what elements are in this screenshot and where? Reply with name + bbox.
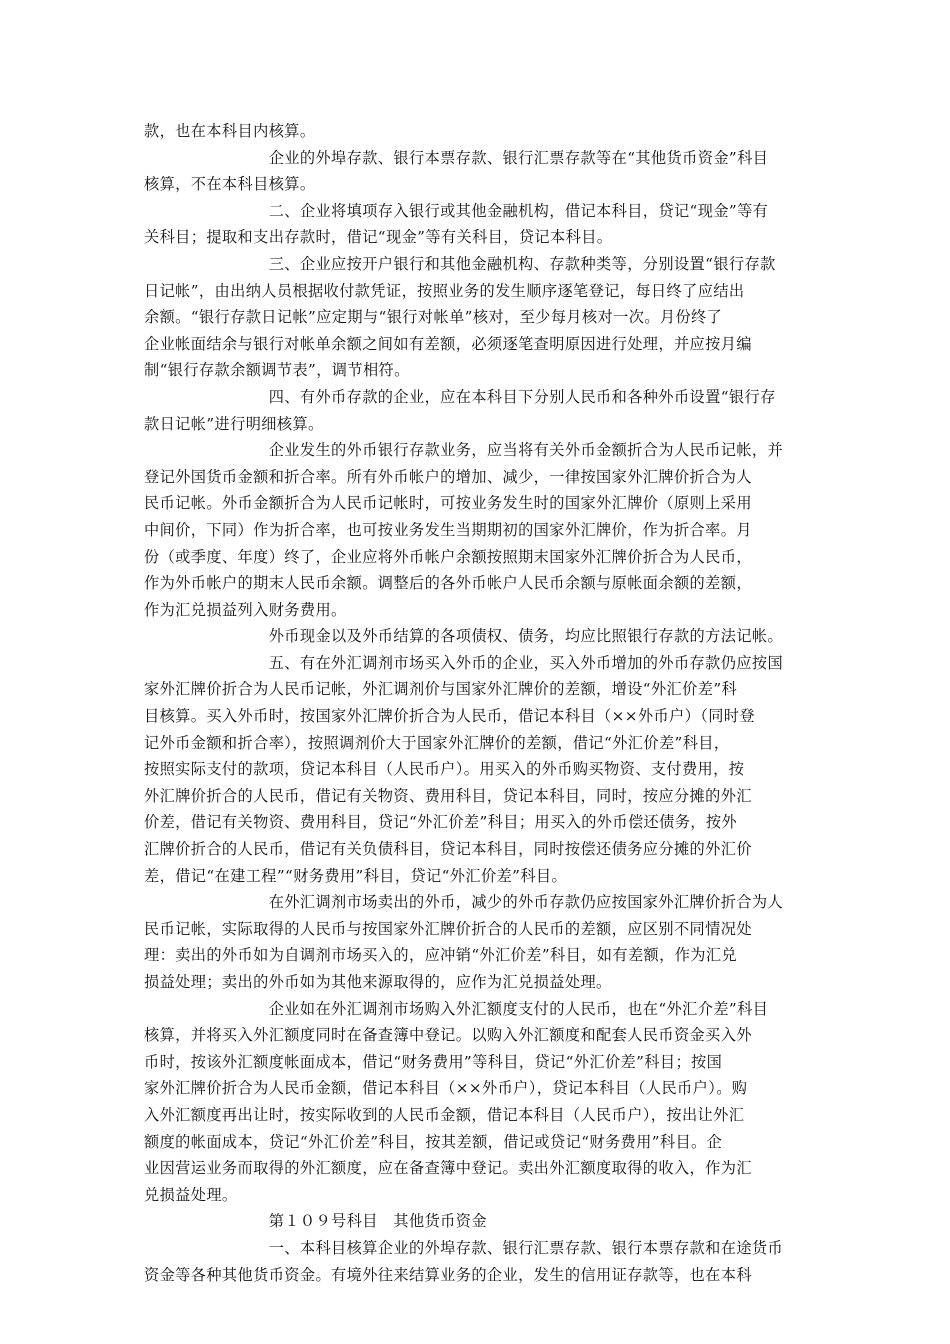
text-line: 资金等各种其他货币资金。有境外往来结算业务的企业，发生的信用证存款等，也在本科 [144,1265,752,1284]
text-line: 作为外币帐户的期末人民币余额。调整后的各外币帐户人民币余额与原帐面余额的差额， [144,574,752,593]
text-line: 民币记帐。外币金额折合为人民币记帐时，可按业务发生时的国家外汇牌价（原则上采用 [144,494,752,513]
text-line: 款日记帐”进行明细核算。 [144,414,324,433]
text-line: 家外汇牌价折合为人民币金额，借记本科目（××外币户），贷记本科目（人民币户）。购 [144,1079,748,1098]
text-line: 企业发生的外币银行存款业务，应当将有关外币金额折合为人民币记帐，并 [144,441,784,460]
text-line: 核算，不在本科目核算。 [144,175,316,194]
text-line: 目核算。买入外币时，按国家外汇牌价折合为人民币，借记本科目（××外币户）（同时登 [144,707,755,726]
text-line: 外汇牌价折合的人民币，借记有关物资、费用科目，贷记本科目，同时，按应分摊的外汇 [144,786,752,805]
text-line: 业因营运业务而取得的外汇额度，应在备查簿中登记。卖出外汇额度取得的收入，作为汇 [144,1159,752,1178]
text-line: 核算，并将买入外汇额度同时在备查簿中登记。以购入外汇额度和配套人民币资金买入外 [144,1026,752,1045]
text-line: 五、有在外汇调剂市场买入外币的企业，买入外币增加的外币存款仍应按国 [144,653,784,672]
text-line: 理：卖出的外币如为自调剂市场买入的，应冲销“外汇价差”科目，如有差额，作为汇兑 [144,946,738,965]
text-line: 币时，按该外汇额度帐面成本，借记“财务费用”等科目，贷记“外汇价差”科目；按国 [144,1052,723,1071]
text-line: 损益处理；卖出的外币如为其他来源取得的，应作为汇兑损益处理。 [144,973,612,991]
text-line: 额度的帐面成本，贷记“外汇价差”科目，按其差额，借记或贷记“财务费用”科目。企 [144,1132,723,1151]
text-line: 款，也在本科目内核算。 [144,122,316,140]
text-line: 企业如在外汇调剂市场购入外汇额度支付的人民币，也在“外汇介差”科目 [144,999,769,1018]
text-line: 一、本科目核算企业的外埠存款、银行汇票存款、银行本票存款和在途货币 [144,1238,784,1257]
text-line: 第１０９号科目 其他货币资金 [144,1212,487,1231]
text-line: 家外汇牌价折合为人民币记帐，外汇调剂价与国家外汇牌价的差额，增设“外汇价差”科 [144,680,738,699]
text-line: 民币记帐，实际取得的人民币与按国家外汇牌价折合的人民币的差额，应区别不同情况处 [144,919,752,938]
document-body [144,118,810,1288]
text-line: 按照实际支付的款项，贷记本科目（人民币户）。用买入的外币购买物资、支付费用，按 [144,760,745,779]
text-line: 记外币金额和折合率），按照调剂价大于国家外汇牌价的差额，借记“外汇价差”科目， [144,733,730,752]
text-line: 入外汇额度再出让时，按实际收到的人民币金额，借记本科目（人民币户），按出让外汇 [144,1105,745,1124]
text-line: 企业的外埠存款、银行本票存款、银行汇票存款等在“其他货币资金”科目 [144,148,769,167]
text-line: 企业帐面结余与银行对帐单余额之间如有差额，必须逐笔查明原因进行处理，并应按月编 [144,334,752,353]
text-line: 三、企业应按开户银行和其他金融机构、存款种类等，分别设置“银行存款 [144,254,776,273]
text-line: 四、有外币存款的企业，应在本科目下分别人民币和各种外币设置“银行存 [144,387,776,406]
text-line: 价差，借记有关物资、费用科目，贷记“外汇价差”科目；用买入的外币偿还债务，按外 [144,813,738,832]
text-line: 制“银行存款余额调节表”，调节相符。 [144,361,410,380]
text-line: 登记外国货币金额和折合率。所有外币帐户的增加、减少，一律按国家外汇牌价折合为人 [144,467,752,486]
text-line: 外币现金以及外币结算的各项债权、债务，均应比照银行存款的方法记帐。 [144,627,784,646]
text-line: 二、企业将填项存入银行或其他金融机构，借记本科目，贷记“现金”等有 [144,201,769,220]
text-line: 余额。“银行存款日记帐”应定期与“银行对帐单”核对，至少每月核对一次。月份终了 [144,308,723,327]
text-line: 份（或季度、年度）终了，企业应将外币帐户余额按照期末国家外汇牌价折合为人民币， [144,547,752,566]
text-line: 中间价，下同）作为折合率，也可按业务发生当期期初的国家外汇牌价，作为折合率。月 [144,520,752,539]
text-line: 日记帐”，由出纳人员根据收付款凭证，按照业务的发生顺序逐笔登记，每日终了应结出 [144,281,745,300]
text-line: 作为汇兑损益列入财务费用。 [144,600,347,619]
text-line: 差，借记“在建工程”“财务费用”科目，贷记“外汇价差”科目。 [144,866,568,885]
text-line: 兑损益处理。 [144,1185,238,1204]
text-line: 汇牌价折合的人民币，借记有关负债科目，贷记本科目，同时按偿还债务应分摊的外汇价 [144,840,752,859]
text-line: 关科目；提取和支出存款时，借记“现金”等有关科目，贷记本科目。 [144,228,613,247]
text-line: 在外汇调剂市场卖出的外币，减少的外币存款仍应按国家外汇牌价折合为人 [144,893,784,912]
